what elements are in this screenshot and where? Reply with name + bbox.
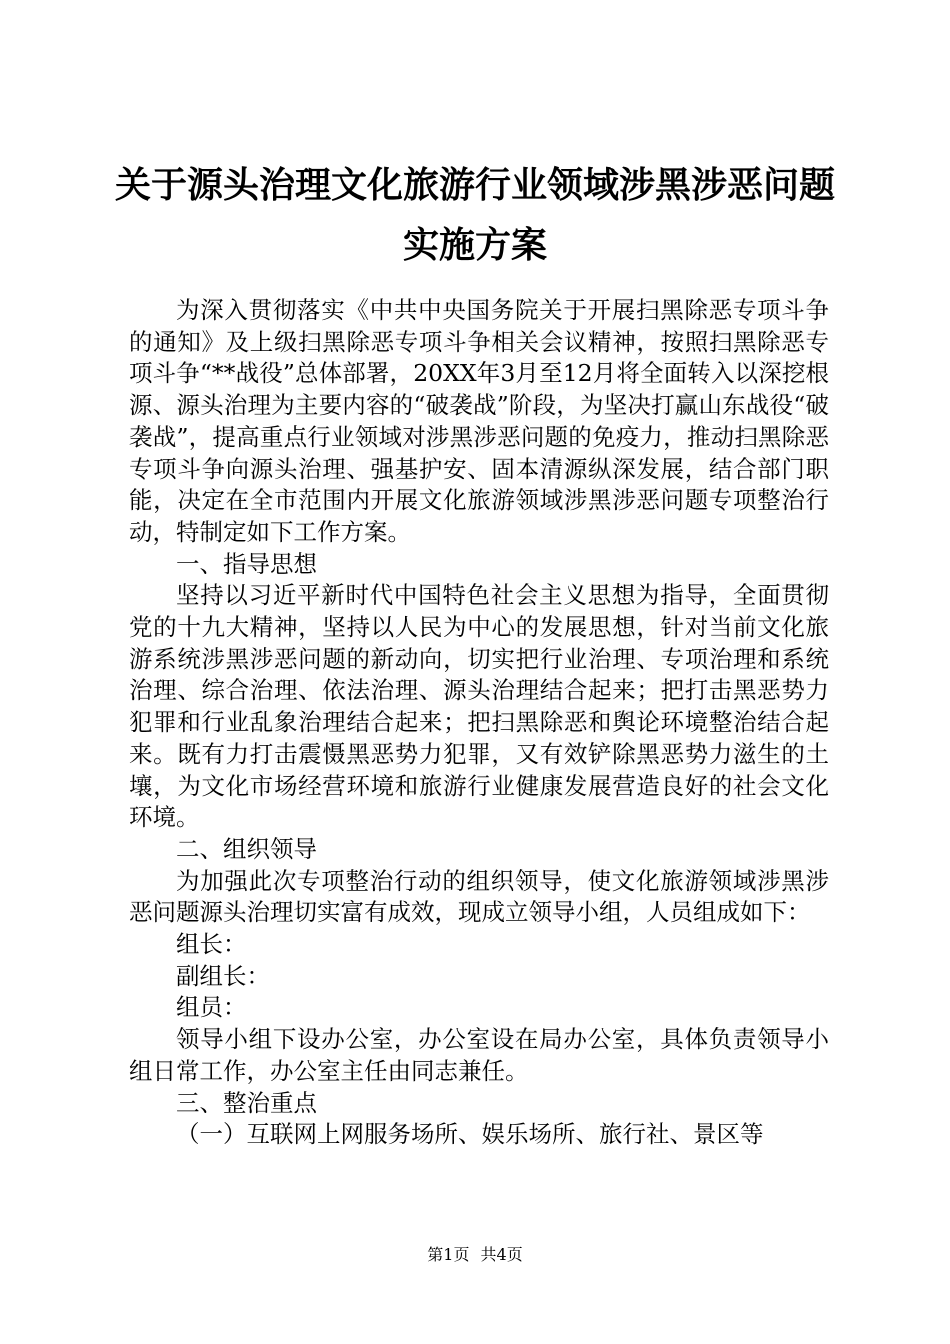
document-title-line-2: 实施方案: [402, 225, 547, 266]
guiding-thought-paragraph: 坚持以习近平新时代中国特色社会主义思想为指导，全面贯彻党的十九大精神，坚持以人民为中心的发展思想，针对当前文化旅游系统涉黑涉恶问题的新动向，切实把行业治理、专项治理和系统治理、综合治理、依法治理、源头治理结合起来；把打击黑恶势力犯罪和行业乱象治理结合起来；把扫黑除恶和舆论环境整治结合起来。既有力打击震慑黑恶势力犯罪，又有效铲除黑恶势力滋生的土壤，为文化市场经营环境和旅游行业健康发展营造良好的社会文化环境。: [129, 581, 829, 832]
focus-item-1: （一）互联网上网服务场所、娱乐场所、旅行社、景区等: [176, 1120, 764, 1149]
intro-paragraph: 为深入贯彻落实《中共中央国务院关于开展扫黑除恶专项斗争的通知》及上级扫黑除恶专项斗争相关会议精神，按照扫黑除恶专项斗争“**战役”总体部署，20XX年3月至12月将全面转入以深挖根源、源头治理为主要内容的“破袭战”阶段，为坚决打赢山东战役“破袭战”，提高重点行业领域对涉黑涉恶问题的免疫力，推动扫黑除恶专项斗争向源头治理、强基护安、固本清源纵深发展，结合部门职能，决定在全市范围内开展文化旅游领域涉黑涉恶问题专项整治行动，特制定如下工作方案。: [129, 296, 829, 546]
section-heading-guiding-thought: 一、指导思想: [176, 549, 317, 578]
page-footer: [0, 1244, 950, 1266]
page-total: 共4页: [480, 1245, 523, 1264]
document-body: [129, 295, 829, 1151]
deputy-leader-line: 副组长：: [176, 961, 270, 990]
office-paragraph: 领导小组下设办公室，办公室设在局办公室，具体负责领导小组日常工作，办公室主任由同志兼任。: [129, 1025, 829, 1085]
section-heading-focus: 三、整治重点: [176, 1088, 317, 1117]
page-number: 第1页: [427, 1245, 470, 1264]
document-title-line-1: 关于源头治理文化旅游行业领域涉黑涉恶问题: [114, 165, 835, 206]
organization-paragraph: 为加强此次专项整治行动的组织领导，使文化旅游领域涉黑涉恶问题源头治理切实富有成效，现成立领导小组，人员组成如下：: [129, 866, 829, 927]
group-leader-line: 组长：: [176, 930, 247, 959]
section-heading-organization: 二、组织领导: [176, 834, 317, 863]
members-line: 组员：: [176, 993, 247, 1022]
